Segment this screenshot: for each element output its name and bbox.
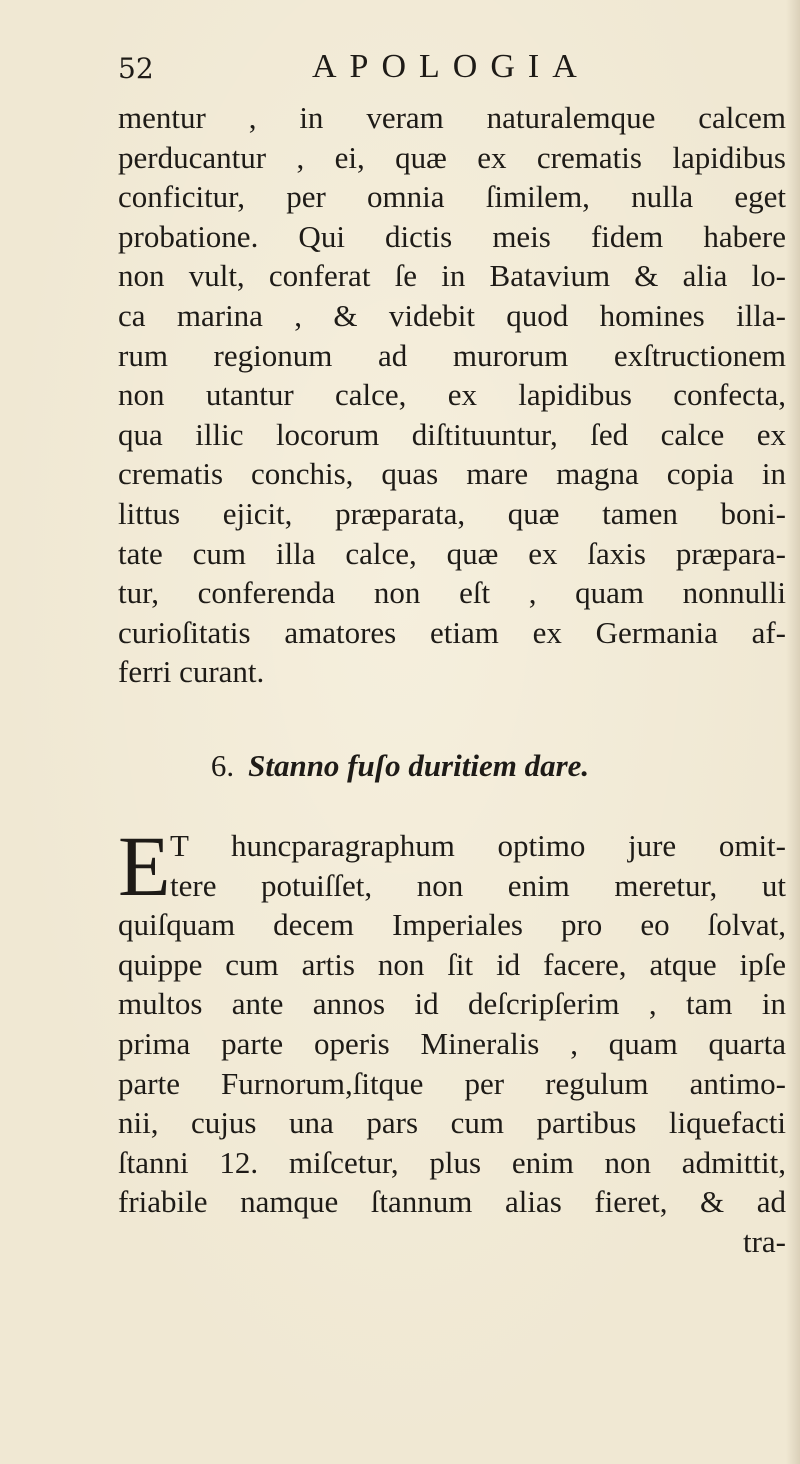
text-line: non utantur calce, ex lapidibus confecta, <box>118 377 786 413</box>
paragraph-2 <box>118 818 786 1262</box>
text-line: prima parte operis Mineralis , quam quarta <box>118 1025 786 1061</box>
catchword: tra- <box>742 1223 786 1259</box>
text-line: probatione. Qui dictis meis fidem habere <box>118 218 786 254</box>
text-line: multos ante annos id deſcripſerim , tam in <box>118 986 786 1022</box>
text-line: nii, cujus una pars cum partibus liquefacti <box>118 1105 786 1141</box>
text-line: qua illic locorum diſtituuntur, ſed calce ex <box>118 416 786 452</box>
text-line: littus ejicit, præparata, quæ tamen boni- <box>118 495 786 531</box>
text-line: crematis conchis, quas mare magna copia in <box>118 456 786 492</box>
drop-cap: E <box>118 818 171 914</box>
text-line: friabile namque ſtannum alias fieret, & ad <box>118 1184 786 1220</box>
paragraph-1 <box>118 98 786 692</box>
text-line: parte Furnorum,ſitque per regulum antimo- <box>118 1065 786 1101</box>
text-line: conficitur, per omnia ſimilem, nulla eget <box>118 179 786 215</box>
text-line: non vult, conferat ſe in Batavium & alia lo- <box>118 258 786 294</box>
section-number: 6. <box>210 748 235 783</box>
text-line: rum regionum ad murorum exſtructionem <box>118 337 786 373</box>
section-title: Stanno fuſo duritiem dare. <box>248 748 590 783</box>
text-line: T huncparagraphum optimo jure omit- <box>170 828 786 863</box>
text-line: mentur , in veram naturalemque calcem <box>118 100 786 135</box>
text-line: tere potuiſſet, non enim meretur, ut <box>170 867 786 903</box>
text-line: ſtanni 12. miſcetur, plus enim non admittit, <box>118 1144 786 1180</box>
text-line: tate cum illa calce, quæ ex ſaxis præpara- <box>118 535 786 571</box>
running-head: APOLOGIA <box>312 48 590 85</box>
text-line: perducantur , ei, quæ ex crematis lapidibus <box>118 139 786 175</box>
page-header <box>0 48 800 98</box>
text-line: curioſitatis amatores etiam ex Germania af- <box>118 614 786 650</box>
text-line: quiſquam decem Imperiales pro eo ſolvat, <box>118 907 786 943</box>
text-line: quippe cum artis non ſit id facere, atque ipſe <box>118 946 786 982</box>
text-line: ca marina , & videbit quod homines illa- <box>118 297 786 333</box>
section-heading <box>0 748 800 784</box>
text-line: tur, conferenda non eſt , quam nonnulli <box>118 575 786 611</box>
page-edge-shadow <box>786 0 800 1464</box>
text-line: ferri curant. <box>118 654 265 690</box>
page-number: 52 <box>118 52 154 85</box>
